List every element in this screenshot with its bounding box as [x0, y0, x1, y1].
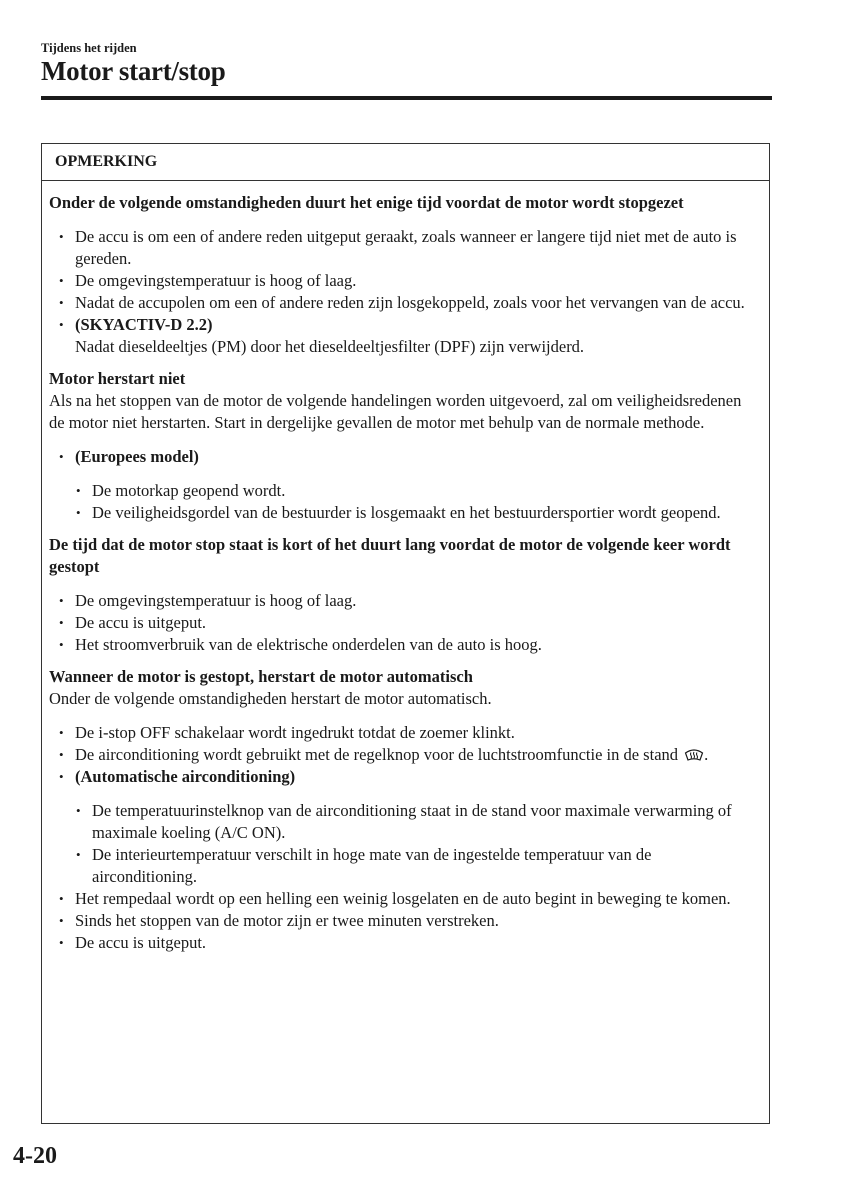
page-title: Motor start/stop [41, 56, 226, 86]
sub-list-item: • De interieurtemperatuur verschilt in hoge mate van de ingestelde temperatuur van de airconditioning. [49, 844, 759, 888]
list-item-skyactiv [49, 314, 759, 358]
list-item: • De omgevingstemperatuur is hoog of laag. [49, 590, 759, 612]
note-body [42, 181, 769, 954]
block3-heading: De tijd dat de motor stop staat is kort of het duurt lang voordat de motor de volgende keer wordt gestopt [49, 535, 731, 576]
block1-list [49, 226, 759, 358]
block4-list [49, 722, 759, 954]
list-item: • De accu is uitgeput. [49, 612, 759, 634]
auto-ac-sub-list [49, 800, 759, 888]
note-label: OPMERKING [42, 144, 769, 181]
note-box [41, 143, 770, 1124]
sub-list-item: • De motorkap geopend wordt. [49, 480, 759, 502]
list-item: • Nadat de accupolen om een of andere reden zijn losgekoppeld, zoals voor het vervangen van de accu. [49, 292, 759, 314]
ac-mode-end: . [704, 745, 709, 764]
skyactiv-text: Nadat dieseldeeltjes (PM) door het dieseldeeltjesfilter (DPF) zijn verwijderd. [75, 337, 585, 356]
list-item: • De i-stop OFF schakelaar wordt ingedrukt totdat de zoemer klinkt. [49, 722, 759, 744]
block4-text: Onder de volgende omstandigheden herstart de motor automatisch. [49, 689, 492, 708]
skyactiv-label: (SKYACTIV-D 2.2) [75, 315, 213, 334]
auto-ac-label: (Automatische airconditioning) [75, 767, 296, 786]
list-item-ac-mode [49, 744, 759, 766]
block4-heading: Wanneer de motor is gestopt, herstart de motor automatisch [49, 667, 473, 686]
model-label: (Europees model) [75, 447, 199, 466]
section-label: Tijdens het rijden [41, 41, 137, 55]
block3-list [49, 590, 759, 656]
list-item: • Sinds het stoppen van de motor zijn er twee minuten verstreken. [49, 910, 759, 932]
block1-heading: Onder de volgende omstandigheden duurt het enige tijd voordat de motor wordt stopgezet [49, 193, 684, 212]
block2-text: Als na het stoppen van de motor de volgende handelingen worden uitgevoerd, zal om veiligheidsredenen de motor niet herstarten. Start in dergelijke gevallen de motor met behulp van de normale methode. [49, 391, 742, 432]
block2-sub-list [49, 480, 759, 524]
list-item: • De accu is om een of andere reden uitgeput geraakt, zoals wanneer er langere tijd niet met de auto is gereden. [49, 226, 759, 270]
list-item-auto-ac [49, 766, 759, 888]
ac-mode-text: De airconditioning wordt gebruikt met de regelknop voor de luchtstroomfunctie in de stand [75, 745, 679, 764]
list-item: • De accu is uitgeput. [49, 932, 759, 954]
list-item: • De omgevingstemperatuur is hoog of laag. [49, 270, 759, 292]
block2-heading: Motor herstart niet [49, 369, 186, 388]
list-item: • Het stroomverbruik van de elektrische onderdelen van de auto is hoog. [49, 634, 759, 656]
list-item-model [49, 446, 759, 524]
title-rule [41, 96, 772, 100]
page-number: 4-20 [13, 1143, 57, 1169]
sub-list-item: • De temperatuurinstelknop van de airconditioning staat in de stand voor maximale verwarming of maximale koeling (A/C ON). [49, 800, 759, 844]
list-item: • Het rempedaal wordt op een helling een weinig losgelaten en de auto begint in beweging te komen. [49, 888, 759, 910]
sub-list-item: • De veiligheidsgordel van de bestuurder is losgemaakt en het bestuurdersportier wordt geopend. [49, 502, 759, 524]
block2-list [49, 446, 759, 524]
windshield-defrost-icon [684, 746, 704, 762]
